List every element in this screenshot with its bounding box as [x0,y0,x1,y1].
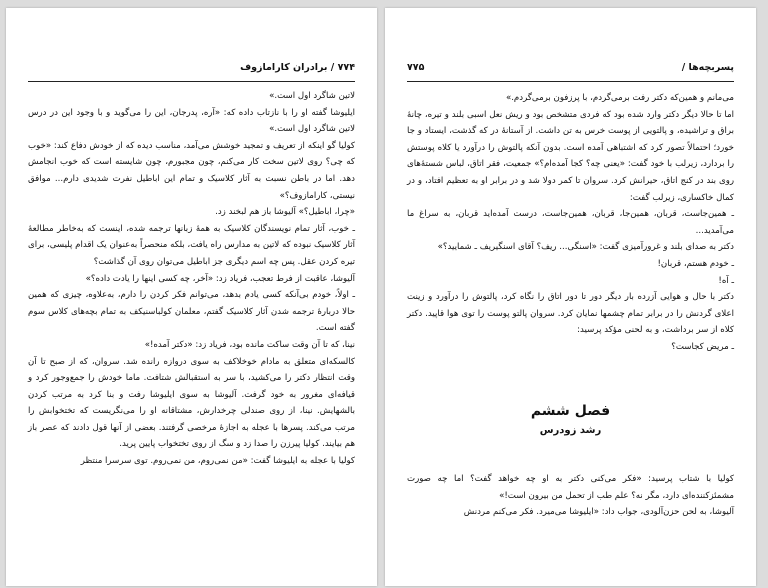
right-page-number: ۷۷۵ [407,62,425,73]
paragraph: لاتین شاگرد اول است.» [269,91,355,101]
chapter-heading [407,403,734,436]
right-page [385,8,756,586]
paragraph: دکتر با حال و هوایی آزرده بار دیگر دور تا دور اتاق را نگاه کرد، پالتوش را درآورد و زینت اعلای گردنش را در برابر تمام چشمها نمایان کرد. سروان پالتو پوست را توی هوا قاپید. دکتر کلاه از سر برداشت، و به لحنی مؤکد پرسید: [407,292,734,336]
left-page-header-text [240,62,355,73]
paragraph: کالسکه‌ای متعلق به مادام خوخلاکف به سوی دروازه رانده شد. سروان، که از صبح تا آن وقت انتظار دکتر را می‌کشید، با سر به استقبالش شتافت. ماما خودش را جمع‌وجور کرد و قیافه‌ای مغرور به خود گرفت. آلیوشا به سوی ایلیوشا رفت و بنا کرد به مرتب کردن بالشهایش. نینا، از روی صندلی چرخدارش، مشتاقانه او را می‌نگریست که تختخوابش را مرتب می‌کند. پسرها با عجله به اجازهٔ مرخصی گرفتند. بعضی از آنها قول دادند که عصر باز هم بیایند. کولیا پیرزن را صدا زد و سگ از روی تختخواب پایین پرید. [28,356,355,450]
right-page-body-top [407,90,734,356]
left-page-header [28,58,355,78]
paragraph: کولیا گو اینکه از تعریف و تمجید خوشش می‌آمد، مناسب دیده که از خودش دفاع کند: «خوب که چی؟ روی لاتین سخت کار می‌کنم، چون مجبورم، چون شایسته است که خوب انجامش دهد. اما در باطن نسبت به آثار کلاسیک و تمام این اباطیل نفرت شدیدی دارم... موافق نیستی، کارامازوف؟» [28,140,355,201]
left-running-title: / برادران کارامازوف [240,62,335,73]
left-page [6,8,377,586]
paragraph: ـ همین‌جاست، قربان، همین‌جا، قربان، همین‌جاست، درست آمده‌اید قربان، به سراغ ما می‌آمدید... [407,209,734,236]
left-page-number: ۷۷۴ [337,62,355,73]
right-running-title: پسربچه‌ها / [681,62,734,73]
right-page-header [407,58,734,78]
paragraph: ـ آه! [718,275,734,286]
right-page-body-bottom [407,471,734,521]
paragraph: ـ خودم هستم، قربان! [657,258,734,269]
paragraph: ـ خوب، آثار تمام نویسندگان کلاسیک به همهٔ زبانها ترجمه شده، اینست که به‌خاطر مطالعهٔ آثار کلاسیک نبوده که لاتین به مدارس راه یافت، بلکه منحصراً به‌عنوان یک اقدام پلیسی، برای تیره کردن عقل. پس چه اسم دیگری جز اباطیل می‌توان روی آن گذاشت؟ [28,223,355,267]
paragraph: آلیوشا، به لحن حزن‌آلودی، جواب داد: «ایلیوشا می‌میرد. فکر می‌کنم مردنش [463,507,734,518]
paragraph: ـ اولاً، خودم بی‌آنکه کسی یادم بدهد، می‌توانم فکر کردن را دارم، به‌علاوه، چیزی که همین حالا دربارهٔ ترجمه شدن آثار کلاسیک گفتم، معلمان کولباسنیکف به تمام بچه‌های کلاس سوم گفته است. [28,290,355,334]
right-header-rule [407,81,734,82]
paragraph: اما تا حالا دیگر دکتر وارد شده بود که فردی متشخص بود و ریش نعل اسبی بلند و تیره، چانهٔ براق و تراشیده، و پالتویی از پوست خرس به تن داشت. از آستانهٔ در که گذشت، ایستاد و جا خورد؛ احتمالاً تصور کرد که اشتباهی آمده است. بدون آنکه پالتوش را درآورد یا کلاه پوستش را بردارد، زیرلب با خود گفت: «یعنی چه؟ کجا آمده‌ام؟» جمعیت، فقر اتاق، لباس شستهٔ‌های روی بند در کنج اتاق، حیرانش کرد. سروان تا کمر دولا شد و در برابر او به تعظیم افتاد، و در کمال خاکساری، زیرلب گفت: [407,109,734,203]
paragraph: دکتر به صدای بلند و غرورآمیزی گفت: «اسنگی... ریف؟ آقای اسنگیریف ـ شمایید؟» [437,242,734,253]
paragraph: «چرا، اباطیل؟» آلیوشا باز هم لبخند زد. [215,207,355,218]
paragraph: ـ مریض کجاست؟ [671,341,734,352]
paragraph: کولیا با عجله به ایلیوشا گفت: «من نمی‌روم، من نمی‌روم. توی سرسرا منتظر [80,456,355,467]
paragraph: آلیوشا، عاقبت از فرط تعجب، فریاد زد: «آخر، چه کسی اینها را یادت داده؟» [85,273,355,284]
left-page-body [28,88,355,470]
left-header-rule [28,81,355,82]
chapter-subtitle: رشد زودرس [539,425,602,436]
paragraph: نینا، که تا آن وقت ساکت مانده بود، فریاد زد: «دکتر آمده!» [144,339,355,350]
paragraph: کولیا با شتاب پرسید: «فکر می‌کنی دکتر به او چه خواهد گفت؟ اما چه صورت مشمئزکننده‌ای دارد، مگر نه؟ علم طب از تحمل من بیرون است!» [407,474,734,501]
chapter-title: فصل ششم [530,403,611,419]
paragraph: می‌مانم و همین‌که دکتر رفت برمی‌گردم، با پرزفون برمی‌گردم.» [505,93,734,103]
paragraph: ایلیوشا گفته او را با نازتاب داده که: «آره، پدرجان، این را می‌گوید و با وجود این در درس لاتین شاگرد اول است.» [28,107,355,135]
